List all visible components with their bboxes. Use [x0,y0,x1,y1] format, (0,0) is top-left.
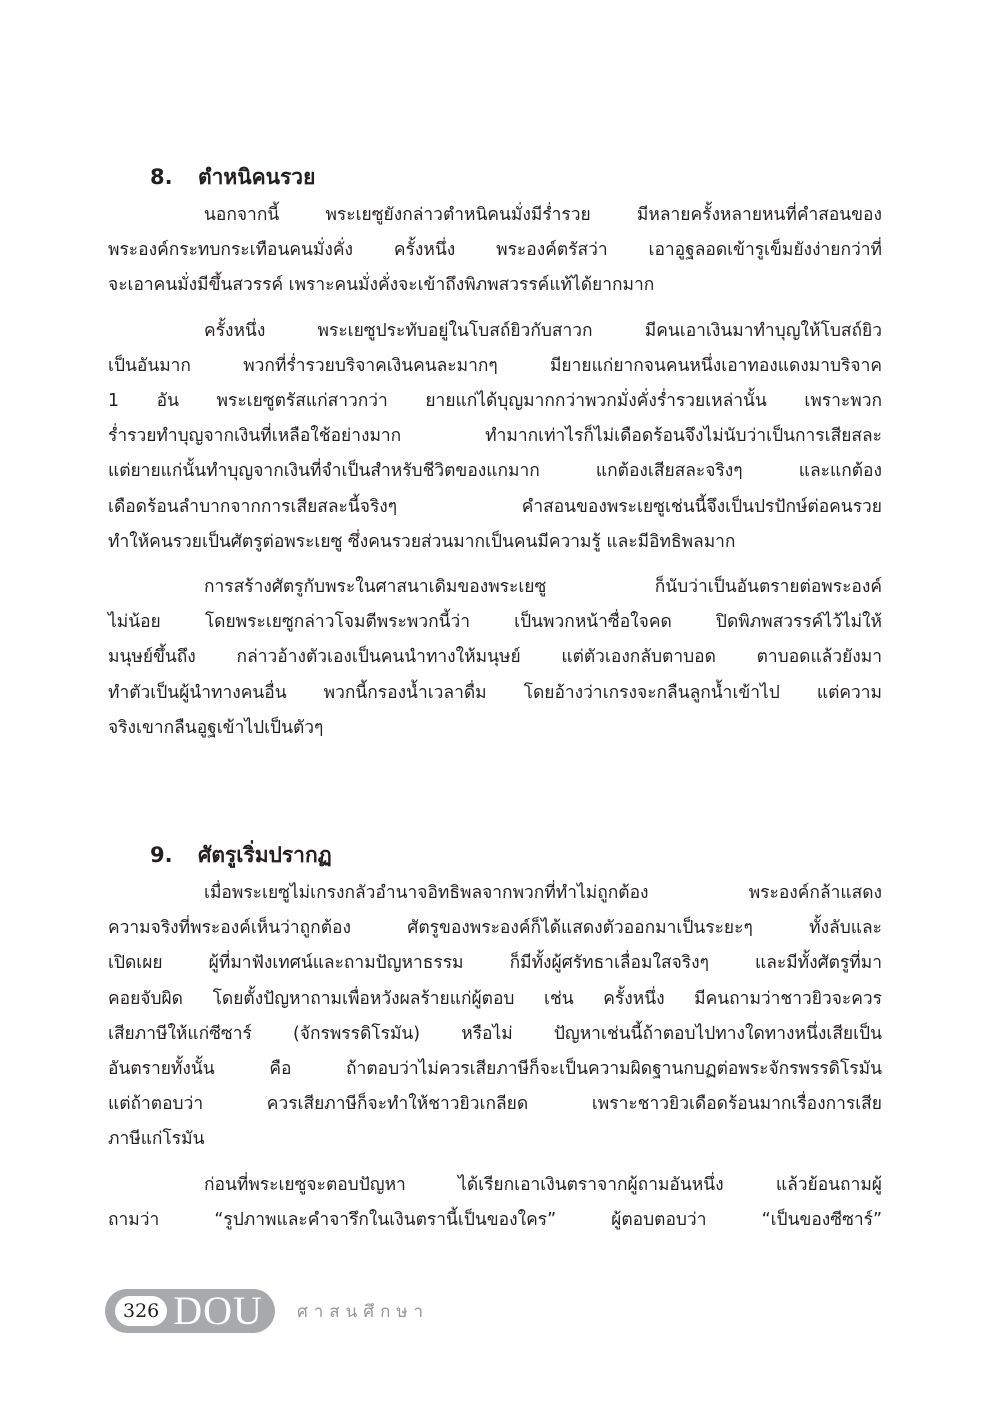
section-heading [150,838,882,872]
text-line: ทำตัวเป็นผู้นำทางคนอื่น พวกนี้กรองน้ำเวลาดื่ม โดยอ้างว่าเกรงจะกลืนลูกน้ำเข้าไป แต่ความ [108,682,882,703]
text-line: แต่ถ้าตอบว่า ควรเสียภาษีก็จะทำให้ชาวยิวเกลียด เพราะชาวยิวเดือดร้อนมากเรื่องการเสีย [108,1094,882,1115]
paragraph [108,1168,882,1238]
footer-badge [105,1289,275,1333]
text-line: ความจริงที่พระองค์เห็นว่าถูกต้อง ศัตรูของพระองค์ก็ได้แสดงตัวออกมาเป็นระยะๆ ทั้งลับและ [108,918,882,939]
text-line: พระองค์กระทบกระเทือนคนมั่งคั่ง ครั้งหนึ่ง พระองค์ตรัสว่า เอาอูฐลอดเข้ารูเข็มยังง่ายกว่าที่ [108,240,882,261]
text-line: ทำให้คนรวยเป็นศัตรูต่อพระเยซู ซึ่งคนรวยส่วนมากเป็นคนมีความรู้ และมีอิทธิพลมาก [108,531,736,552]
section-8 [108,160,882,756]
text-line: ไม่น้อย โดยพระเยซูกล่าวโจมตีพระพวกนี้ว่า เป็นพวกหน้าซื่อใจคด ปิดพิภพสวรรค์ไว้ไม่ให้ [108,612,882,633]
text-line: ถามว่า “รูปภาพและคำจารึกในเงินตรานี้เป็นของใคร” ผู้ตอบตอบว่า “เป็นของซีซาร์” [108,1209,882,1230]
text-line: 1 อัน พระเยซูตรัสแก่สาวกว่า ยายแก่ได้บุญมากกว่าพวกมั่งคั่งร่ำรวยเหล่านั้น เพราะพวก [108,391,882,412]
text-line: มนุษย์ขึ้นถึง กล่าวอ้างตัวเองเป็นคนนำทางให้มนุษย์ แต่ตัวเองกลับตาบอด ตาบอดแล้วยังมา [108,647,882,668]
section-9 [108,838,882,1248]
text-line: ร่ำรวยทำบุญจากเงินที่เหลือใช้อย่างมาก ทำมากเท่าไรก็ไม่เดือดร้อนจึงไม่นับว่าเป็นการเสียสละ [108,426,882,447]
section-number: 9. [150,843,173,867]
paragraph [108,876,882,1158]
text-line: แต่ยายแก่นั้นทำบุญจากเงินที่จำเป็นสำหรับชีวิตของแกมาก แกต้องเสียสละจริงๆ และแกต้อง [108,461,882,482]
text-line: เป็นอันมาก พวกที่ร่ำรวยบริจาคเงินคนละมากๆ มียายแก่ยากจนคนหนึ่งเอาทองแดงมาบริจาค [108,355,882,376]
text-line: ก่อนที่พระเยซูจะตอบปัญหา ได้เรียกเอาเงินตราจากผู้ถามอันหนึ่ง แล้วย้อนถามผู้ [204,1174,882,1195]
text-line: เปิดเผย ผู้ที่มาฟังเทศน์และถามปัญหาธรรม ก็มีทั้งผู้ศรัทธาเลื่อมใสจริงๆ และมีทั้งศัตรูที่มา [108,953,882,974]
paragraph [108,314,882,560]
text-line: ครั้งหนึ่ง พระเยซูประทับอยู่ในโบสถ์ยิวกับสาวก มีคนเอาเงินมาทำบุญให้โบสถ์ยิว [204,320,882,341]
text-line: เดือดร้อนลำบากจากการเสียสละนี้จริงๆ คำสอนของพระเยซูเช่นนี้จึงเป็นปรปักษ์ต่อคนรวย [108,496,882,517]
section-number: 8. [150,165,173,189]
text-line: อันตรายทั้งนั้น คือ ถ้าตอบว่าไม่ควรเสียภาษีก็จะเป็นความผิดฐานกบฏต่อพระจักรพรรดิโรมัน [108,1059,882,1080]
text-line: เสียภาษีให้แก่ซีซาร์ (จักรพรรดิโรมัน) หรือไม่ ปัญหาเช่นนี้ถ้าตอบไปทางใดทางหนึ่งเสียเป็น [108,1023,882,1044]
text-line: จะเอาคนมั่งมีขึ้นสวรรค์ เพราะคนมั่งคั่งจะเข้าถึงพิภพสวรรค์แท้ได้ยากมาก [108,275,655,296]
page-number: 326 [115,1296,167,1326]
course-title: ศาสนศึกษา [296,1301,430,1322]
section-title: ศัตรูเริ่มปรากฏ [198,843,332,867]
page-footer [105,1289,429,1333]
text-line: จริงเขากลืนอูฐเข้าไปเป็นตัวๆ [108,717,324,738]
paragraph [108,198,882,304]
text-line: คอยจับผิด โดยตั้งปัญหาถามเพื่อหวังผลร้ายแก่ผู้ตอบ เช่น ครั้งหนึ่ง มีคนถามว่าชาวยิวจะควร [108,988,882,1009]
text-line: นอกจากนี้ พระเยซูยังกล่าวตำหนิคนมั่งมีร่ำรวย มีหลายครั้งหลายหนที่คำสอนของ [204,205,882,225]
brand-logo: DOU [173,1288,263,1333]
section-title: ตำหนิคนรวย [198,165,316,189]
paragraph [108,570,882,746]
text-line: ภาษีแก่โรมัน [108,1129,205,1150]
section-heading [150,160,882,194]
text-line: เมื่อพระเยซูไม่เกรงกลัวอำนาจอิทธิพลจากพวกที่ทำไม่ถูกต้อง พระองค์กล้าแสดง [204,883,882,903]
text-line: การสร้างศัตรูกับพระในศาสนาเดิมของพระเยซู ก็นับว่าเป็นอันตรายต่อพระองค์ [204,577,882,598]
